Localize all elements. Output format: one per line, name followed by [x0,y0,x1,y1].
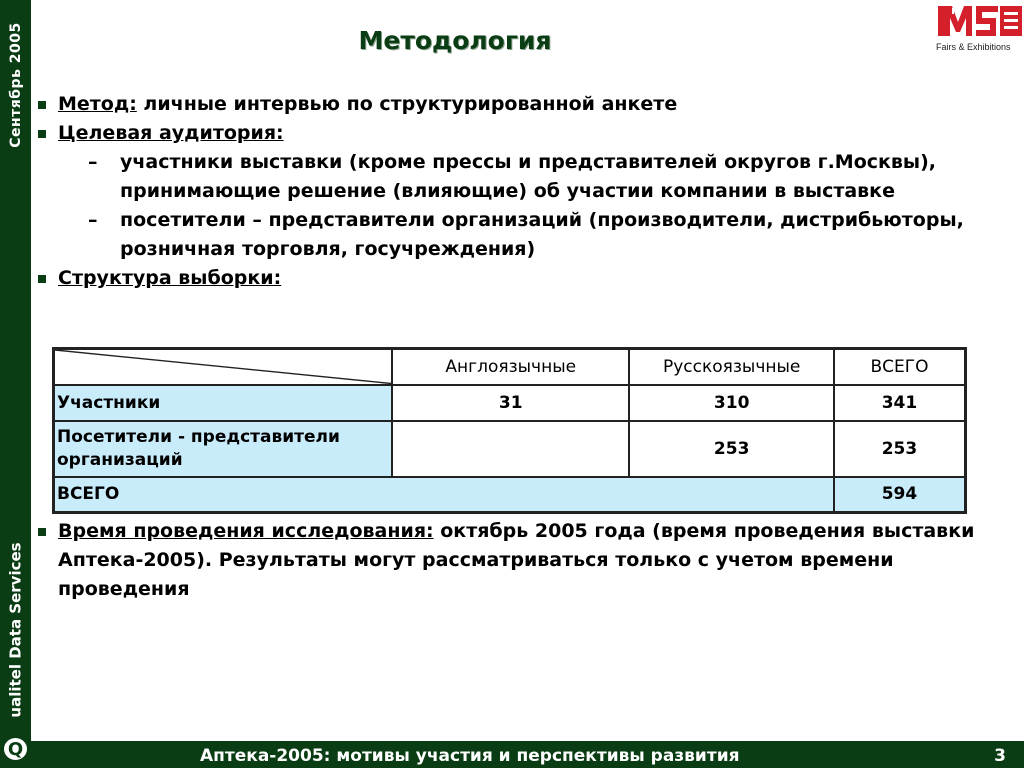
row-label: Участники [54,385,393,421]
column-header: ВСЕГО [834,349,966,385]
dash-marker: – [88,209,98,231]
cell-english [392,421,629,477]
time-text: октябрь 2005 года (время проведения выставки Аптека-2005). Результаты могут рассматриваться только с учетом времени проведения [58,520,975,600]
side-bar [0,0,31,741]
row-label: Посетители - представители организаций [54,421,393,477]
table-header-row [54,349,966,385]
table-row [54,385,966,421]
cell-english: 31 [392,385,629,421]
audience-item [38,206,1023,264]
time-label: Время проведения исследования: [58,520,434,542]
cell-total: 341 [834,385,966,421]
audience-item-text: посетители – представители организаций (производители, дистрибьюторы, розничная торговля, госучреждения) [120,209,964,260]
audience-label: Целевая аудитория: [58,122,284,144]
sample-table [52,347,967,514]
time-bullet [38,517,1023,604]
side-date-text: Сентябрь 2005 [7,22,24,148]
bullet-square-icon [38,275,46,283]
method-text: личные интервью по структурированной анкете [136,93,678,115]
cell-russian: 253 [629,421,834,477]
table-corner-cell [54,349,393,385]
cell-grand-total: 594 [834,477,966,513]
content-area [38,90,1023,293]
side-company [0,520,31,740]
method-label: Метод: [58,93,137,115]
audience-item [38,148,1023,206]
page-title [0,26,910,55]
column-header: Русскоязычные [629,349,834,385]
side-company-text: ualitel Data Services [6,542,25,718]
cell-total: 253 [834,421,966,477]
bullet-square-icon [38,528,46,536]
total-row-label: ВСЕГО [54,477,834,513]
structure-label: Структура выборки: [58,267,282,289]
bullet-structure [38,264,1023,293]
column-header: Англоязычные [392,349,629,385]
page-number: 3 [994,746,1006,766]
logo-mark-icon [938,2,1024,40]
table-total-row [54,477,966,513]
bullet-audience [38,119,1023,148]
qualitel-logo-letter: Q [7,738,24,760]
bullet-square-icon [38,101,46,109]
bullet-time [38,517,1023,604]
footer-bar [0,738,1024,768]
audience-item-text: участники выставки (кроме прессы и представителей округов г.Москвы), принимающие решение (влияющие) об участии компании в выставке [120,151,937,202]
logo-text: Fairs & Exhibitions [936,42,1011,52]
page-title-text: Методология [358,26,552,55]
bullet-square-icon [38,130,46,138]
bullet-method [38,90,1023,119]
table-row [54,421,966,477]
footer-title: Аптека-2005: мотивы участия и перспективы развития [200,746,740,766]
diagonal-line-icon [55,350,391,384]
qualitel-logo [2,736,29,762]
company-logo [936,0,1024,60]
cell-russian: 310 [629,385,834,421]
dash-marker: – [88,151,98,173]
